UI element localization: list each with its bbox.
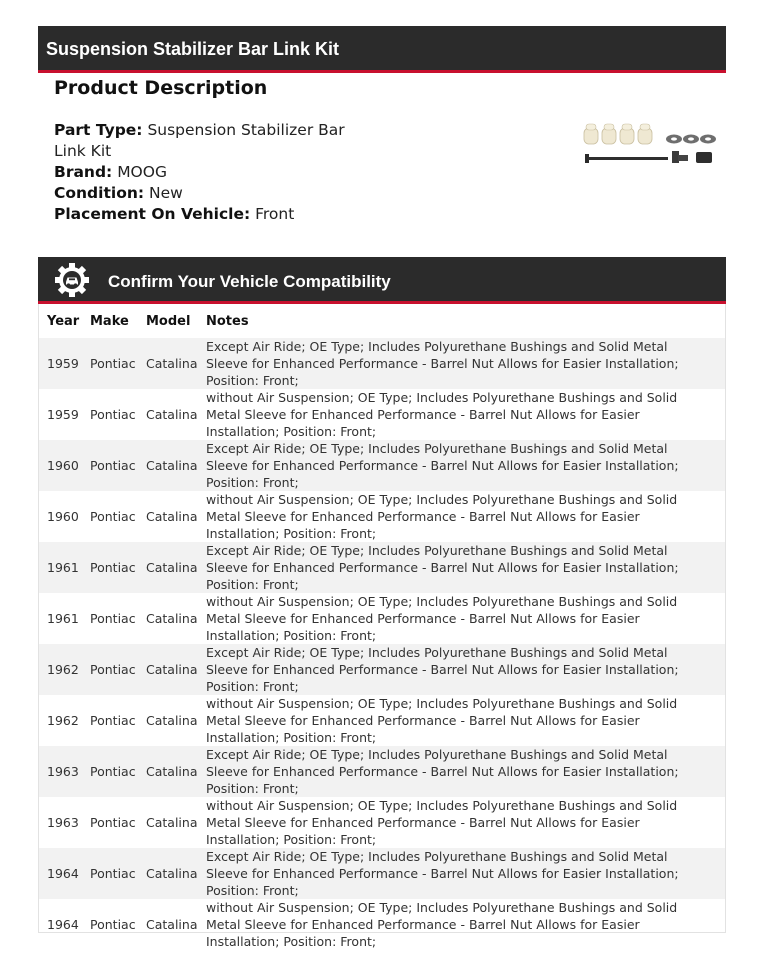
- column-header-model: Model: [146, 313, 191, 329]
- cell-model: Catalina: [146, 509, 198, 524]
- compatibility-table-container: [38, 304, 726, 949]
- cell-make: Pontiac: [82, 440, 138, 491]
- compatibility-table: [39, 304, 725, 950]
- cell-model: Catalina: [138, 440, 198, 491]
- table-row: [39, 848, 725, 899]
- cell-model: Catalina: [146, 611, 198, 626]
- spec-label: Brand:: [54, 163, 113, 181]
- cell-make: Pontiac: [82, 746, 138, 797]
- cell-year: 1961: [39, 542, 82, 593]
- spec-part-type: [54, 120, 354, 162]
- column-header-year: Year: [47, 313, 80, 329]
- table-row: [39, 542, 725, 593]
- table-row: [39, 338, 725, 389]
- cell-model: Catalina: [138, 746, 198, 797]
- cell-notes: without Air Suspension; OE Type; Includes Polyurethane Bushings and Solid Metal Sleeve for Enhanced Performance - Barrel Nut Allows for Easier Installation; Position: Front;: [206, 594, 678, 643]
- cell-year: 1959: [39, 338, 82, 389]
- spec-label: Placement On Vehicle:: [54, 205, 251, 223]
- gear-car-icon: [55, 263, 89, 297]
- spec-value: Front: [255, 205, 295, 223]
- table-row: [39, 746, 725, 797]
- cell-notes: Except Air Ride; OE Type; Includes Polyurethane Bushings and Solid Metal Sleeve for Enhanced Performance - Barrel Nut Allows for Easier Installation; Position: Front;: [198, 440, 725, 491]
- table-row: [39, 389, 725, 440]
- cell-make: Pontiac: [90, 815, 136, 830]
- cell-year: 1962: [47, 713, 79, 728]
- washer-icon: [666, 135, 716, 144]
- cell-year: 1959: [47, 407, 79, 422]
- compatibility-bar: [38, 257, 726, 304]
- cell-year: 1962: [39, 644, 82, 695]
- cell-model: Catalina: [146, 407, 198, 422]
- cell-make: Pontiac: [90, 611, 136, 626]
- product-title: Suspension Stabilizer Bar Link Kit: [46, 39, 340, 59]
- barrel-nut-icon: [672, 151, 712, 163]
- cell-model: Catalina: [138, 338, 198, 389]
- cell-year: 1963: [47, 815, 79, 830]
- bushing-icon: [584, 124, 652, 144]
- table-row: [39, 644, 725, 695]
- stabilizer-link-kit-image: [582, 120, 722, 170]
- column-header-notes: Notes: [206, 313, 249, 329]
- table-row: [39, 440, 725, 491]
- cell-notes: Except Air Ride; OE Type; Includes Polyurethane Bushings and Solid Metal Sleeve for Enhanced Performance - Barrel Nut Allows for Easier Installation; Position: Front;: [198, 746, 725, 797]
- cell-make: Pontiac: [90, 917, 136, 932]
- cell-make: Pontiac: [82, 644, 138, 695]
- table-row: [39, 899, 725, 950]
- spec-brand: [54, 162, 354, 183]
- spec-placement: [54, 204, 354, 225]
- table-row: [39, 593, 725, 644]
- cell-model: Catalina: [146, 713, 198, 728]
- cell-year: 1960: [47, 509, 79, 524]
- product-description-heading: Product Description: [54, 77, 268, 99]
- product-title-bar: [38, 26, 726, 73]
- spec-value: MOOG: [117, 163, 167, 181]
- table-header-row: [39, 304, 725, 338]
- cell-year: 1963: [39, 746, 82, 797]
- table-row: [39, 491, 725, 542]
- cell-model: Catalina: [138, 848, 198, 899]
- cell-make: Pontiac: [82, 848, 138, 899]
- spec-label: Condition:: [54, 184, 145, 202]
- cell-model: Catalina: [138, 644, 198, 695]
- cell-make: Pontiac: [90, 713, 136, 728]
- cell-year: 1964: [47, 917, 79, 932]
- cell-make: Pontiac: [90, 407, 136, 422]
- cell-make: Pontiac: [82, 542, 138, 593]
- cell-year: 1960: [39, 440, 82, 491]
- cell-notes: without Air Suspension; OE Type; Includes Polyurethane Bushings and Solid Metal Sleeve for Enhanced Performance - Barrel Nut Allows for Easier Installation; Position: Front;: [206, 798, 678, 847]
- cell-year: 1964: [39, 848, 82, 899]
- cell-model: Catalina: [146, 815, 198, 830]
- cell-model: Catalina: [138, 542, 198, 593]
- spec-value: Suspension Stabilizer Bar Link Kit: [54, 121, 345, 160]
- column-header-make: Make: [90, 313, 129, 329]
- cell-notes: without Air Suspension; OE Type; Includes Polyurethane Bushings and Solid Metal Sleeve for Enhanced Performance - Barrel Nut Allows for Easier Installation; Position: Front;: [206, 696, 678, 745]
- cell-notes: without Air Suspension; OE Type; Includes Polyurethane Bushings and Solid Metal Sleeve for Enhanced Performance - Barrel Nut Allows for Easier Installation; Position: Front;: [206, 390, 678, 439]
- cell-notes: Except Air Ride; OE Type; Includes Polyurethane Bushings and Solid Metal Sleeve for Enhanced Performance - Barrel Nut Allows for Easier Installation; Position: Front;: [198, 338, 725, 389]
- compatibility-title: Confirm Your Vehicle Compatibility: [108, 272, 391, 291]
- product-specs: [54, 120, 354, 225]
- cell-model: Catalina: [146, 917, 198, 932]
- table-body: [39, 338, 725, 950]
- table-row: [39, 797, 725, 848]
- cell-make: Pontiac: [82, 338, 138, 389]
- spec-condition: [54, 183, 354, 204]
- cell-make: Pontiac: [90, 509, 136, 524]
- table-row: [39, 695, 725, 746]
- cell-notes: without Air Suspension; OE Type; Includes Polyurethane Bushings and Solid Metal Sleeve for Enhanced Performance - Barrel Nut Allows for Easier Installation; Position: Front;: [206, 492, 678, 541]
- spec-value: New: [149, 184, 183, 202]
- cell-year: 1961: [47, 611, 79, 626]
- cell-notes: Except Air Ride; OE Type; Includes Polyurethane Bushings and Solid Metal Sleeve for Enhanced Performance - Barrel Nut Allows for Easier Installation; Position: Front;: [198, 848, 725, 899]
- cell-notes: Except Air Ride; OE Type; Includes Polyurethane Bushings and Solid Metal Sleeve for Enhanced Performance - Barrel Nut Allows for Easier Installation; Position: Front;: [198, 542, 725, 593]
- spec-label: Part Type:: [54, 121, 143, 139]
- cell-notes: Except Air Ride; OE Type; Includes Polyurethane Bushings and Solid Metal Sleeve for Enhanced Performance - Barrel Nut Allows for Easier Installation; Position: Front;: [198, 644, 725, 695]
- bolt-icon: [585, 154, 668, 163]
- cell-notes: without Air Suspension; OE Type; Includes Polyurethane Bushings and Solid Metal Sleeve for Enhanced Performance - Barrel Nut Allows for Easier Installation; Position: Front;: [206, 900, 678, 949]
